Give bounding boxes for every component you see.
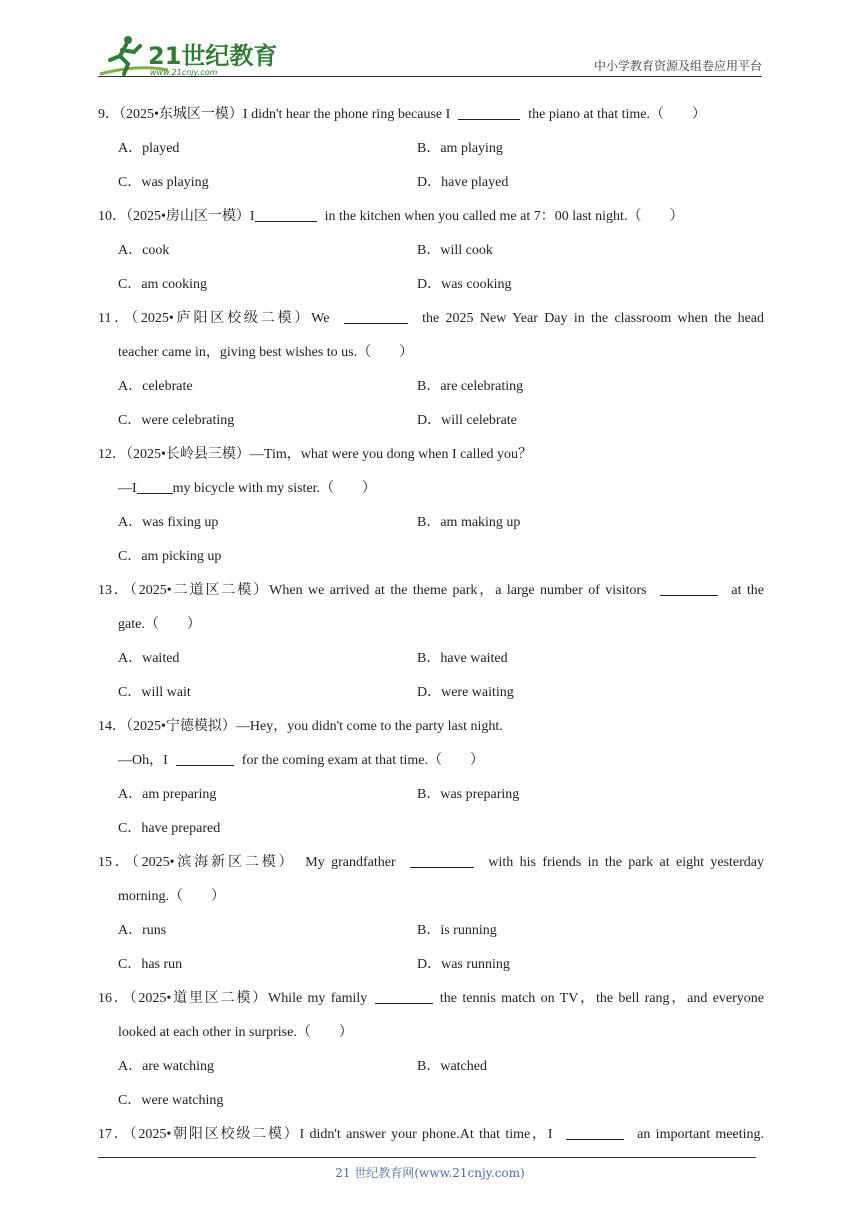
question-13-options-2: [98, 676, 764, 710]
option-c[interactable]: C．has run: [118, 957, 183, 972]
option-b[interactable]: B．will cook: [417, 243, 493, 258]
question-list: [98, 98, 764, 1152]
option-a[interactable]: A．was fixing up: [118, 515, 219, 530]
question-9-options-2: [98, 166, 764, 200]
question-12-options: [98, 506, 764, 540]
question-11-stem: 11．（2025•庐阳区校级二模）We the 2025 New Year Day in the classroom when the head: [98, 311, 765, 326]
question-14-options-2: [98, 812, 764, 846]
option-a[interactable]: A．celebrate: [118, 379, 193, 394]
option-b[interactable]: B．am playing: [417, 141, 503, 156]
question-12-stem-line2: —I my bicycle with my sister.（ ）: [118, 481, 377, 496]
question-11-options: [98, 370, 764, 404]
answer-blank: [137, 479, 173, 494]
question-15-options-2: [98, 948, 764, 982]
site-logo: [98, 34, 278, 78]
option-a[interactable]: A．waited: [118, 651, 180, 666]
question-15-options: [98, 914, 764, 948]
option-b[interactable]: B．are celebrating: [417, 379, 524, 394]
option-b[interactable]: B．is running: [417, 923, 497, 938]
question-13-stem: 13．（2025•二道区二模）When we arrived at the theme park，a large number of visitors at the: [98, 583, 765, 598]
answer-blank: [344, 309, 408, 324]
footer-divider: [98, 1157, 756, 1158]
option-b[interactable]: B．am making up: [417, 515, 521, 530]
site-title: 中小学教育资源及组卷应用平台: [593, 59, 762, 73]
question-12-stem: 12．（2025•长岭县三模）—Tim，what were you dong when I called you？: [98, 447, 533, 462]
question-14-stem: 14．（2025•宁德模拟）—Hey，you didn't come to the party last night.: [98, 719, 503, 734]
question-14-stem-line2: —Oh，I for the coming exam at that time.（ ）: [118, 753, 484, 768]
option-d[interactable]: D．have played: [417, 175, 509, 190]
question-13-stem-line2: gate.（ ）: [118, 617, 201, 632]
option-c[interactable]: C．will wait: [118, 685, 191, 700]
option-a[interactable]: A．played: [118, 141, 180, 156]
question-16-stem: 16．（2025•道里区二模）While my family the tennis match on TV，the bell rang，and everyone: [98, 991, 765, 1006]
question-14-options: [98, 778, 764, 812]
question-16-options: [98, 1050, 764, 1084]
question-15-stem: 15．（2025•滨海新区二模） My grandfather with his friends in the park at eight yesterday: [98, 855, 765, 870]
question-10-options: [98, 234, 764, 268]
option-c[interactable]: C．am picking up: [118, 549, 222, 564]
option-a[interactable]: A．am preparing: [118, 787, 217, 802]
question-11-options-2: [98, 404, 764, 438]
option-b[interactable]: B．watched: [417, 1059, 487, 1074]
option-d[interactable]: D．was running: [417, 957, 510, 972]
page-footer: 21 世纪教育网(www.21cnjy.com): [335, 1166, 525, 1180]
question-11-stem-line2: teacher came in，giving best wishes to us.（ ）: [118, 345, 414, 360]
option-d[interactable]: D．were waiting: [417, 685, 514, 700]
answer-blank: [255, 207, 317, 222]
answer-blank: [566, 1125, 624, 1140]
answer-blank: [660, 581, 718, 596]
question-16-options-2: [98, 1084, 764, 1118]
option-b[interactable]: B．have waited: [417, 651, 508, 666]
question-10-options-2: [98, 268, 764, 302]
option-c[interactable]: C．was playing: [118, 175, 209, 190]
option-a[interactable]: A．are watching: [118, 1059, 215, 1074]
question-12-options-2: [98, 540, 764, 574]
option-c[interactable]: C．were watching: [118, 1093, 224, 1108]
question-15-stem-line2: morning.（ ）: [118, 889, 225, 904]
answer-blank: [458, 105, 520, 120]
question-9-options: [98, 132, 764, 166]
answer-blank: [410, 853, 474, 868]
question-9-stem: 9．（2025•东城区一模）I didn't hear the phone ring because I the piano at that time.（ ）: [98, 107, 706, 122]
option-a[interactable]: A．cook: [118, 243, 170, 258]
option-c[interactable]: C．were celebrating: [118, 413, 235, 428]
question-16-stem-line2: looked at each other in surprise.（ ）: [118, 1025, 353, 1040]
page-header: [98, 28, 762, 77]
logo-url: www.21cnjy.com: [150, 68, 218, 77]
option-b[interactable]: B．was preparing: [417, 787, 520, 802]
answer-blank: [375, 989, 433, 1004]
option-d[interactable]: D．was cooking: [417, 277, 512, 292]
option-d[interactable]: D．will celebrate: [417, 413, 517, 428]
answer-blank: [176, 751, 234, 766]
question-13-options: [98, 642, 764, 676]
option-c[interactable]: C．am cooking: [118, 277, 208, 292]
option-a[interactable]: A．runs: [118, 923, 167, 938]
question-17-stem: 17．（2025•朝阳区校级二模）I didn't answer your phone.At that time，I an important meeting.: [98, 1127, 765, 1142]
logo-text: 21世纪教育: [148, 42, 278, 70]
option-c[interactable]: C．have prepared: [118, 821, 221, 836]
question-10-stem: 10．（2025•房山区一模）I in the kitchen when you called me at 7：00 last night.（ ）: [98, 209, 684, 224]
